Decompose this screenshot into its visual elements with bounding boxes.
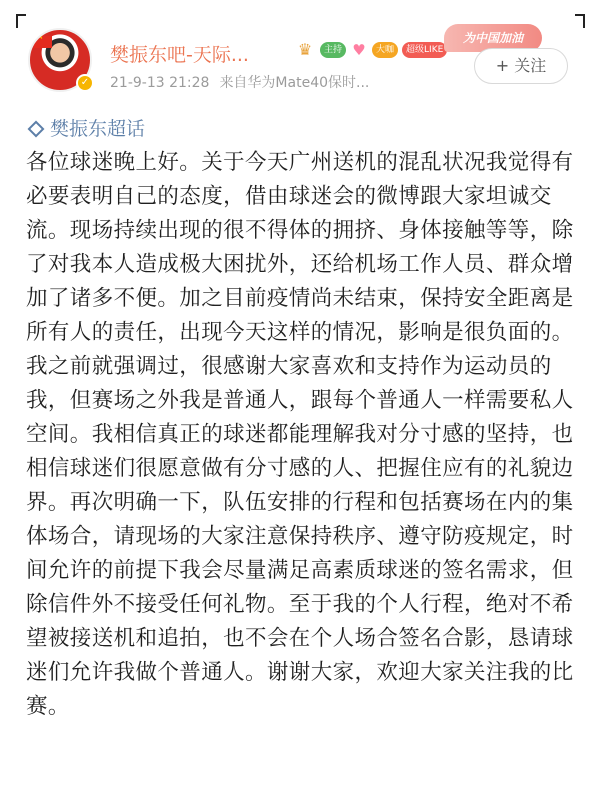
diamond-topic-icon — [28, 121, 45, 138]
timestamp: 21-9-13 21:28 — [110, 75, 210, 91]
author-name[interactable]: 樊振东吧-天际... — [110, 44, 249, 66]
post-meta — [110, 72, 369, 92]
heart-icon: ♥ — [352, 41, 366, 59]
follow-button[interactable]: + 关注 — [474, 48, 568, 84]
moderator-badge[interactable]: 主持 — [320, 42, 346, 58]
topic-link[interactable] — [26, 114, 145, 141]
super-like-badge[interactable]: 超级LIKE — [402, 42, 447, 58]
badge-row — [294, 41, 447, 59]
post-header — [26, 24, 586, 104]
flag-icon — [34, 36, 52, 48]
frame-corner-left — [16, 14, 26, 28]
fan-badge[interactable]: 大咖 — [372, 42, 398, 58]
promo-banner: 为中国加油 — [444, 24, 542, 52]
verified-badge-icon: ✓ — [76, 74, 94, 92]
topic-label: 樊振东超话 — [50, 118, 146, 140]
post-content: 各位球迷晚上好。关于今天广州送机的混乱状况我觉得有必要表明自己的态度，借由球迷会的微博跟大家坦诚交流。现场持续出现的很不得体的拥挤、身体接触等等，除了对我本人造成极大困扰外，还给机场工作人员、群众增加了诸多不便。加之目前疫情尚未结束，保持安全距离是所有人的责任，出现今天这样的情况，影响是很负面的。我之前就强调过，很感谢大家喜欢和支持作为运动员的我，但赛场之外我是普通人，跟每个普通人一样需要私人空间。我相信真正的球迷都能理解我对分寸感的坚持，也相信球迷们很愿意做有分寸感的人、把握住应有的礼貌边界。再次明确一下，队伍安排的行程和包括赛场在内的集体场合，请现场的大家注意保持秩序、遵守防疫规定，时间允许的前提下我会尽量满足高素质球迷的签名需求，但除信件外不接受任何礼物。至于我的个人行程，绝对不希望被接送机和追拍，也不会在个人场合签名合影，恳请球迷们允许我做个普通人。谢谢大家，欢迎大家关注我的比赛。 — [26, 150, 574, 719]
post-source: 来自华为Mate40保时... — [219, 75, 370, 91]
crown-icon: ♛ — [297, 40, 313, 59]
